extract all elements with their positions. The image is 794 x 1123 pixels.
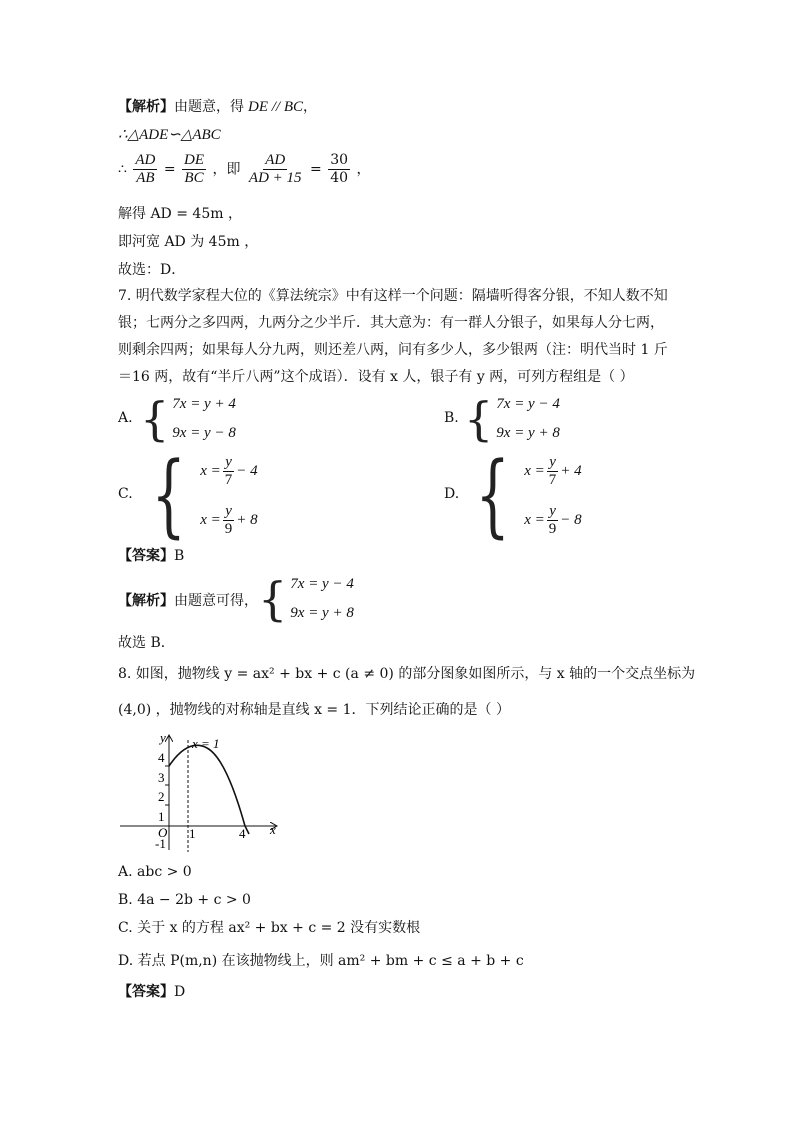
q7-analysis-line — [118, 591, 258, 611]
ratio-equation-line: ∴ $\frac{AD}{AB}$ = $\frac{DE}{BC}$ ，即 $\frac{AD}{AD + 15}$ = $\frac{30}{40}$ ， — [118, 152, 371, 186]
q7-analysis-system: { 7x = y − 4 9x = y + 8 — [258, 572, 354, 626]
q7-answer-line — [118, 546, 184, 566]
q8-option-a[interactable]: A. abc > 0 — [118, 864, 192, 880]
river-width-line: 即河宽 AD 为 45m ， — [118, 234, 259, 250]
left-brace-icon: { — [475, 443, 510, 548]
answer-value: D — [174, 984, 186, 1000]
parabola-curve — [169, 745, 249, 834]
parabola-graph — [118, 730, 288, 855]
q7-option-d-system[interactable]: { x = $\frac{y}{7}$ + 4 x = $\frac{y}{9}$ − 8 — [475, 443, 582, 548]
q7-conclusion: 故选 B． — [118, 635, 175, 651]
q7-option-a-system[interactable]: { 7x = y + 4 9x = y − 8 — [140, 392, 236, 446]
answer-tag: 【答案】 — [118, 548, 174, 564]
q7-text-line-2: 银；七两分之多四两，九两分之少半斤．其大意为：有一群人分银子，如果每人分七两， — [118, 315, 664, 331]
q8-option-b[interactable]: B. 4a − 2b + c > 0 — [118, 892, 251, 908]
fraction-de-bc: $\frac{DE}{BC}$ — [184, 152, 205, 186]
y-tick-neg1: -1 — [155, 836, 166, 851]
answer-tag: 【答案】 — [118, 984, 174, 1000]
q8-option-d[interactable]: D. 若点 P(m,n) 在该抛物线上，则 am² + bm + c ≤ a + b + c — [118, 953, 524, 969]
left-brace-icon: { — [151, 443, 186, 548]
y-tick-4: 4 — [158, 750, 165, 765]
origin-label: O — [158, 825, 168, 840]
q7-option-c-label: C. — [118, 486, 133, 502]
q7-option-d-label: D. — [444, 486, 460, 502]
q8-answer-line — [118, 982, 185, 1002]
q8-text-line-1: 8. 如图，抛物线 y = ax² + bx + c (a ≠ 0) 的部分图象如图所示，与 x 轴的一个交点坐标为 — [118, 666, 696, 682]
parallel-statement: DE // BC — [248, 99, 303, 115]
x-tick-4: 4 — [239, 826, 246, 841]
analysis-tag: 【解析】 — [118, 99, 174, 115]
left-brace-icon: { — [464, 392, 494, 446]
q8-option-c[interactable]: C. 关于 x 的方程 ax² + bx + c = 2 没有实数根 — [118, 920, 421, 936]
y-axis-label: y — [160, 730, 166, 745]
similar-triangles-line: ∴△ADE∽△ABC — [118, 127, 221, 143]
fraction-ad-ad15: $\frac{AD}{AD + 15}$ — [248, 152, 302, 186]
symmetry-axis-label: x = 1 — [192, 736, 220, 751]
q7-text-line-4: ＝16 两，故有“半斤八两”这个成语）．设有 x 人，银子有 y 两，可列方程组是（ ） — [118, 369, 634, 385]
fraction-ad-ab: $\frac{AD}{AB}$ — [135, 152, 156, 186]
therefore-symbol: ∴ — [118, 161, 127, 178]
solve-line: 解得 AD = 45m ， — [118, 206, 242, 222]
q7-option-a-label: A. — [118, 410, 133, 426]
q7-text-line-1: 7. 明代数学家程大位的《算法统宗》中有这样一个问题：隔墙听得客分银，不知人数不知 — [118, 288, 668, 304]
analysis-line-1: 【解析】由题意，得 DE // BC， — [118, 99, 317, 115]
x-tick-1: 1 — [189, 826, 196, 841]
y-tick-3: 3 — [158, 770, 165, 785]
q7-text-line-3: 则剩余四两；如果每人分九两，则还差八两，问有多少人，多少银两（注：明代当时 1 斤 — [118, 342, 668, 358]
answer-value: B — [174, 548, 185, 564]
analysis-tag: 【解析】 — [118, 593, 174, 609]
choose-d-line: 故选：D． — [118, 262, 186, 278]
q7-option-b-label: B. — [444, 410, 459, 426]
q7-option-c-system[interactable]: { x = $\frac{y}{7}$ − 4 x = $\frac{y}{9}$ + 8 — [151, 443, 258, 548]
left-brace-icon: { — [140, 392, 170, 446]
fraction-30-40: $\frac{30}{40}$ — [330, 152, 349, 186]
left-brace-icon: { — [258, 572, 288, 626]
analysis-text: 由题意可得， — [174, 593, 258, 609]
analysis-text: 由题意，得 — [174, 99, 244, 115]
y-tick-1: 1 — [158, 809, 165, 824]
q8-text-line-2: (4,0) ，抛物线的对称轴是直线 x = 1．下列结论正确的是（ ） — [118, 702, 510, 718]
that-is-text: ，即 — [212, 161, 241, 178]
x-axis-label: x — [270, 822, 276, 837]
q7-option-b-system[interactable]: { 7x = y − 4 9x = y + 8 — [464, 392, 560, 446]
y-tick-2: 2 — [158, 789, 165, 804]
